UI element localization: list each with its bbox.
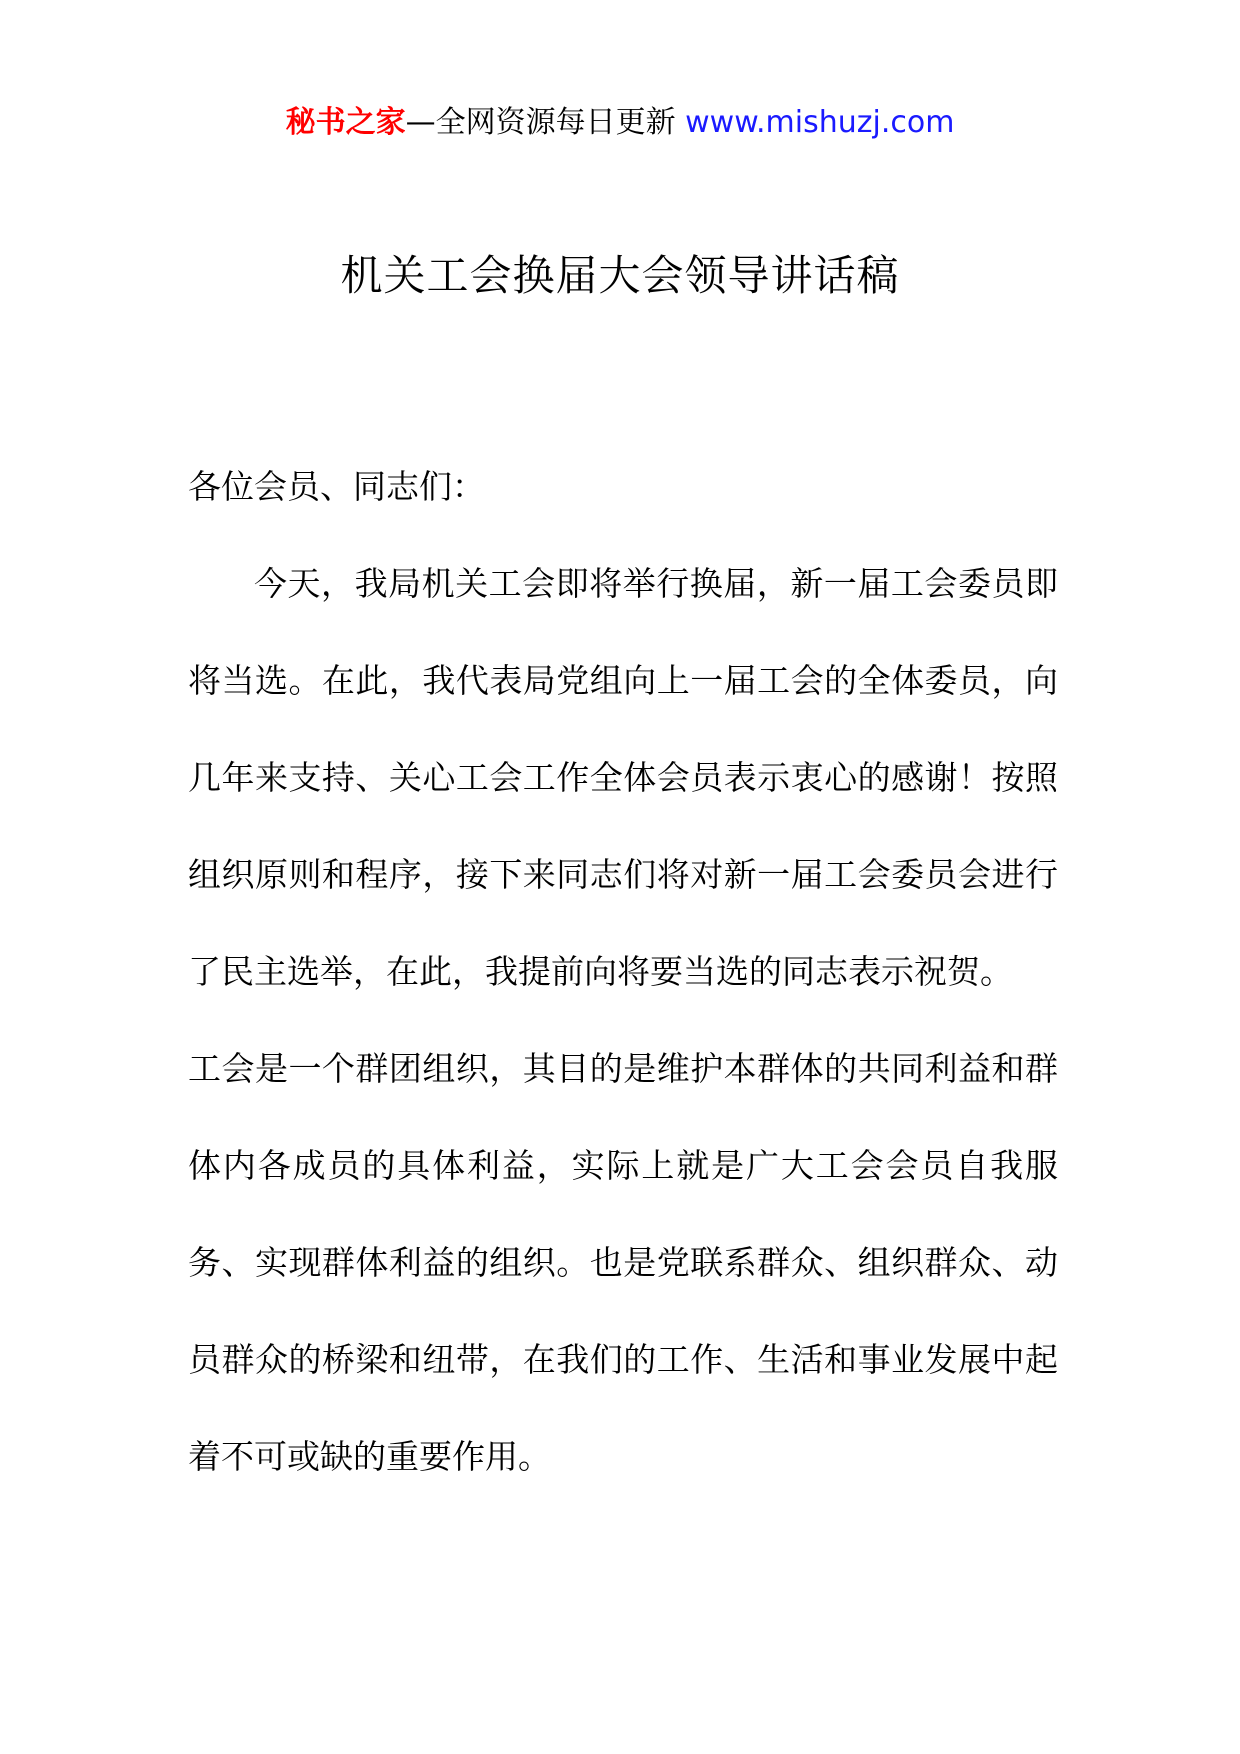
- paragraph-1: 今天，我局机关工会即将举行换届，新一届工会委员即将当选。在此，我代表局党组向上一届工会的全体委员，向几年来支持、关心工会工作全体会员表示衷心的感谢！按照组织原则和程序，接下来同志们将对新一届工会委员会进行了民主选举，在此，我提前向将要当选的同志表示祝贺。: [188, 564, 1058, 991]
- header-tagline: —全网资源每日更新: [405, 105, 686, 140]
- document-title: 机关工会换届大会领导讲话稿: [340, 251, 900, 300]
- brand-name: 秘书之家: [285, 105, 406, 140]
- site-header: [0, 103, 1240, 143]
- document-body: [188, 438, 1058, 1505]
- salutation: 各位会员、同志们：: [188, 467, 485, 506]
- paragraph-2: 工会是一个群团组织，其目的是维护本群体的共同利益和群体内各成员的具体利益，实际上就是广大工会会员自我服务、实现群体利益的组织。也是党联系群众、组织群众、动员群众的桥梁和纽带，在我们的工作、生活和事业发展中起着不可或缺的重要作用。: [188, 1049, 1058, 1476]
- site-url-link[interactable]: www.mishuzj.com: [685, 105, 955, 140]
